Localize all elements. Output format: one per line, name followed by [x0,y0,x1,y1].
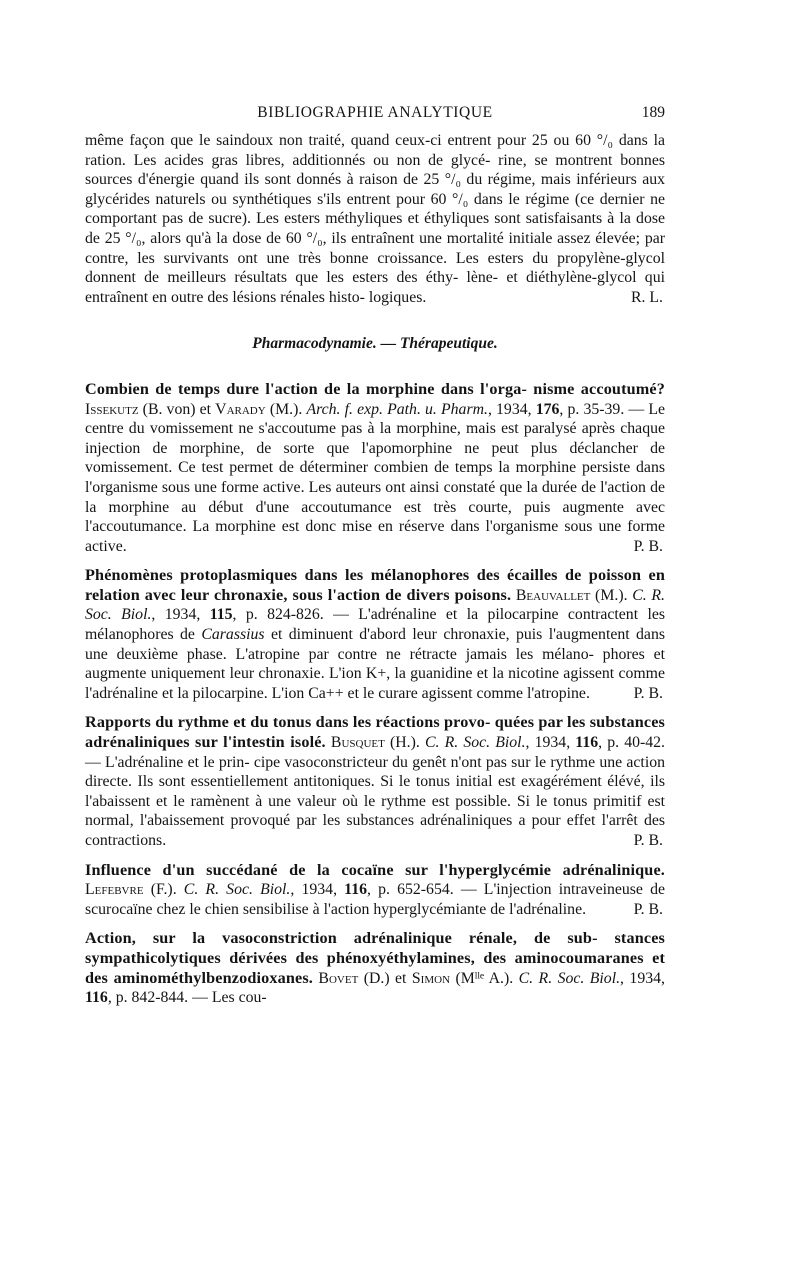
journal-name: C. R. Soc. Biol. [85,586,665,624]
entry-title: Action, sur la vasoconstriction adrénalinique rénale, de sub- stances sympathicolytiques dérivées des phénoxyéthylamines, des aminocoumaranes et des aminométhylbenzodioxanes. [85,929,665,987]
author-name: Lefebvre [85,881,144,899]
author-initials: (M.). [265,400,307,418]
author-initials: (H.). [384,734,425,752]
author-initials: (D.) et [358,969,412,987]
author-initials: (B. von) et [138,400,216,418]
pages: , p. 40-42. [598,734,666,752]
journal-name: C. R. Soc. Biol. [518,969,621,987]
abstract-entry [85,566,665,703]
entry-signature: P. B. [633,900,663,918]
abstract-entry [85,713,665,850]
journal-name: C. R. Soc. Biol. [183,881,291,899]
author-name: Busquet [330,734,385,752]
running-title: BIBLIOGRAPHIE ANALYTIQUE [257,104,493,121]
year: , 1934, [487,400,536,418]
entry-signature: P. B. [633,832,663,849]
volume: 176 [535,400,560,418]
year: , 1934, [290,881,345,899]
entry-signature: P. B. [633,684,663,702]
author-initials: (Mˡˡᵉ A.). [450,969,519,987]
volume: 116 [575,734,599,752]
volume: 116 [344,881,367,899]
abstract-text: — L'adrénaline et le prin- cipe vasoconstricteur du genêt n'ont pas sur le rythme une action directe. Ils sont essentiellement antitoniques. Si le tonus initial est exagérément élévé, ils l'abaissent et le ramènent à une valeur où le rythme est possible. Si le tonus primitif est normal, l'abaissement provoqué par les substances adrénaliniques a pour effet l'arrêt des contractions. [85,753,665,849]
page-body [85,131,665,1008]
pages: , p. 824-826. [232,606,324,624]
genus-name: Carassius [201,626,265,644]
pages: , p. 652-654. [367,881,454,899]
author-name: Beauvallet [515,586,591,604]
entry-title: Rapports du rythme et du tonus dans les réactions provo- quées par les substances adrénaliniques sur l'intestin isolé. [85,713,665,752]
abstract-entry [85,929,665,1007]
intro-signature: R. L. [630,288,663,306]
entry-title: Phénomènes protoplasmiques dans les mélanophores des écailles de poisson en relation avec leur chronaxie, sous l'action de divers poisons. [85,566,665,604]
intro-text: même façon que le saindoux non traité, quand ceux-ci entrent pour 25 ou 60 °/₀ dans la ration. Les acides gras libres, additionnés ou non de glycé- rine, se montrent bonnes sources d'énergie quand ils sont donnés à raison de 25 °/₀ du régime, mais inférieurs aux glycérides naturels ou synthétiques s'ils entrent pour 60 °/₀ dans le régime (ce dernier ne comportant pas de sucre). Les esters méthyliques et éthyliques sont satisfaisants à la dose de 25 °/₀, alors qu'à la dose de 60 °/₀, ils entraînent une mortalité initiale assez élevée; par contre, les survivants ont une très bonne croissance. Les esters du propylène-glycol donnent de meilleurs résultats que les esters des éthy- lène- et diéthylène-glycol qui entraînent en outre des lésions rénales histo- logiques. [85,132,665,306]
author-name: Issekutz [85,400,139,418]
volume: 116 [85,989,108,1007]
abstract-entry [85,380,665,556]
year: , 1934, [620,969,665,987]
entry-title: Influence d'un succédané de la cocaïne sur l'hyperglycémie adrénalinique. [85,860,665,879]
pages: , p. 842-844. [107,989,189,1007]
pages: , p. 35-39. [559,400,625,418]
year: , 1934, [151,606,210,624]
author-name: Bovet [318,969,359,987]
journal-name: Arch. f. exp. Path. u. Pharm. [306,400,488,418]
volume: 115 [209,606,233,624]
page-number: 189 [641,104,665,121]
abstract-text: — L'adrénaline et la pilocarpine contractent les mélanophores de [85,606,666,644]
author-initials: (M.). [590,586,633,604]
running-head [85,104,665,126]
abstract-text: et diminuent d'abord leur chronaxie, puis l'augmentent dans une deuxième phase. L'atropine par contre ne rétracte jamais les mélano- phores et augmente uniquement leur chronaxie. L'ion K+, la guanidine et la nicotine agissent comme l'adrénaline et la pilocarpine. L'ion Ca++ et le curare agissent comme l'atropine. [85,626,665,702]
abstract-text: — Les cou- [188,989,267,1007]
abstract-text: — L'injection intraveineuse de scurocaïne chez le chien sensibilise à l'action hyperglycémiante de l'adrénaline. [85,881,665,918]
author-initials: (F.). [143,881,184,899]
entry-signature: P. B. [633,537,663,555]
author-name: Simon [411,969,451,987]
abstract-text: — Le centre du vomissement ne s'accoutume pas à la morphine, mais est paralysé après chaque injection de morphine, de sorte que l'apomorphine ne peut plus déclancher de vomissement. Ce test permet de déterminer combien de temps la morphine persiste dans l'organisme sous une forme active. Les auteurs ont ainsi constaté que la durée de l'action de la morphine au début d'une accoutumance est très courte, puis augmente avec l'accoutumance. La morphine est donc mise en réserve dans l'organisme sous une forme active. [85,400,666,555]
section-title: Pharmacodynamie. — Thérapeutique. [252,335,498,353]
year: , 1934, [525,734,576,752]
entry-title: Combien de temps dure l'action de la morphine dans l'orga- nisme accoutumé? [85,379,665,398]
author-name: Varady [215,400,266,418]
journal-name: C. R. Soc. Biol. [424,734,526,752]
abstract-entry [85,861,665,920]
intro-paragraph [85,131,665,307]
